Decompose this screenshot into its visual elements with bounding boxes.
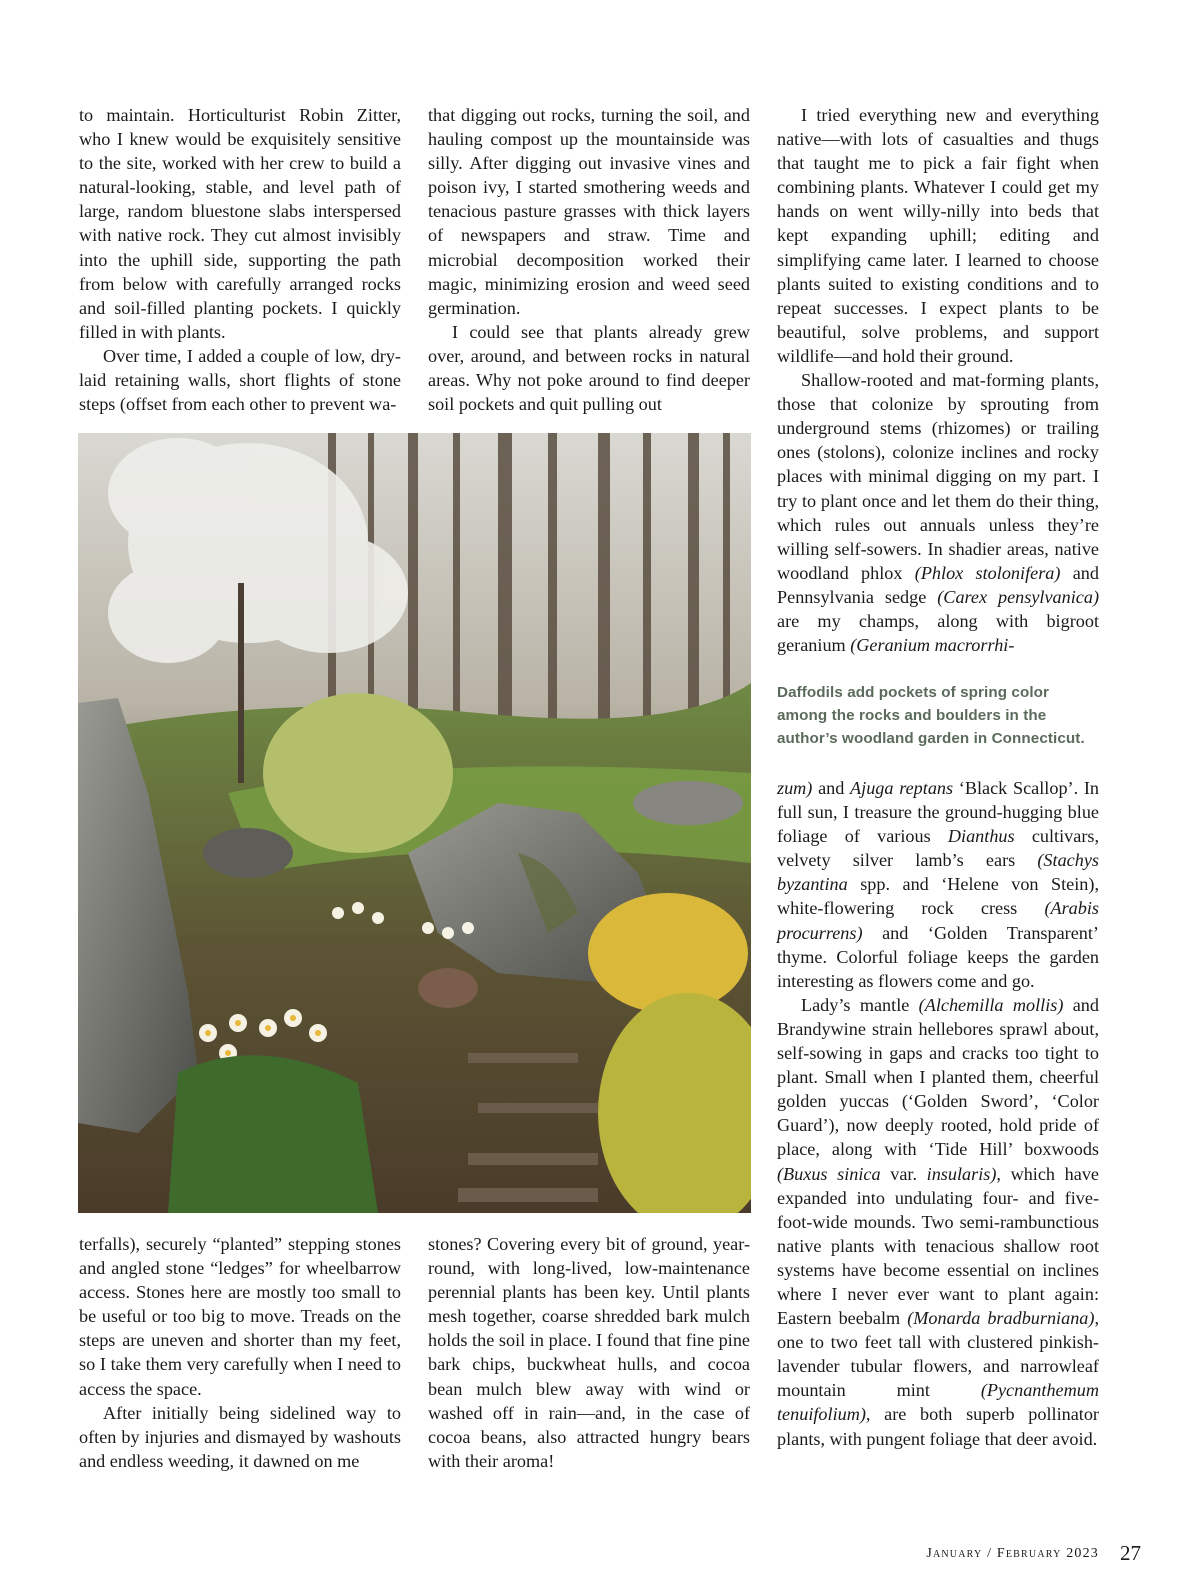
- paragraph: After initially being sidelined way to often by injuries and dismayed by washouts and endless weeding, it dawned on me: [79, 1402, 401, 1471]
- paragraph: I tried everything new and everything native—with lots of casualties and thugs that taught me to pick a fair fight when combining plants. Whatever I could get my hands on went willy-nilly into beds that kept expanding uphill; editing and simplifying came later. I learned to choose plants suited to existing conditions and to repeat successes. I expect plants to be beautiful, solve problems, and support wildlife—and hold their ground.: [777, 105, 1099, 366]
- paragraph: Shallow-rooted and mat-forming plants, those that colonize by sprouting from underground stems (rhizomes) or trailing ones (stolons), colonize inclines and rocky places with minimal digging on my part. I try to plant once and let them do their thing, which rules out annuals unless they’re willing self-sowers. In shadier areas, native woodland phlox (Phlox stolonifera) and Pennsylvania sedge (Carex pensylvanica) are my champs, along with bigroot geranium (Geranium macrorrhi-: [777, 370, 1099, 656]
- column-3-bottom: [777, 776, 1099, 1451]
- paragraph: stones? Covering every bit of ground, year-round, with long-lived, low-maintenance perennial plants has been key. Until plants mesh together, coarse shredded bark mulch holds the soil in place. I found that fine pine bark chips, buckwheat hulls, and cocoa bean mulch blew away with wind or washed off in rain—and, in the case of cocoa beans, also attracted hungry bears with their aroma!: [428, 1234, 750, 1471]
- paragraph: I could see that plants already grew over, around, and between rocks in natural areas. Why not poke around to find deeper soil pockets and quit pulling out: [428, 321, 750, 415]
- paragraph: terfalls), securely “planted” stepping stones and angled stone “ledges” for wheelbarrow access. Stones here are mostly too small to be useful or too big to move. Treads on the steps are uneven and shorter than my feet, so I take them very carefully when I need to access the space.: [79, 1234, 401, 1399]
- column-3-top: [777, 103, 1099, 657]
- garden-photo: [78, 433, 751, 1213]
- column-1-top: [79, 103, 401, 416]
- paragraph: Over time, I added a couple of low, dry-laid retaining walls, short flights of stone steps (offset from each other to prevent wa-: [79, 345, 401, 415]
- column-2-bottom: [428, 1232, 750, 1473]
- paragraph: zum) and Ajuga reptans ‘Black Scallop’. In full sun, I treasure the ground-hugging blue foliage of various Dianthus cultivars, velvety silver lamb’s ears (Stachys byzantina spp. and ‘Helene von Stein), white-flowering rock cress (Arabis procurrens) and ‘Golden Transparent’ thyme. Colorful foliage keeps the garden interesting as flowers come and go.: [777, 778, 1099, 991]
- photo-caption: Daffodils add pockets of spring color among the rocks and boulders in the author’s woodland garden in Connecticut.: [777, 684, 1085, 747]
- paragraph: Lady’s mantle (Alchemilla mollis) and Brandywine strain hellebores sprawl about, self-sowing in gaps and cracks too tight to plant. Small when I planted them, cheerful golden yuccas (‘Golden Sword’, ‘Color Guard’), now deeply rooted, hold pride of place, along with ‘Tide Hill’ boxwoods (Buxus sinica var. insularis), which have expanded into undulating four- and five-foot-wide mounds. Two semi-rambunctious native plants with tenacious shallow root systems have become essential on inclines where I never ever want to plant again: Eastern beebalm (Monarda bradburniana), one to two feet tall with clustered pinkish-lavender tubular flowers, and narrowleaf mountain mint (Pycnanthemum tenuifolium), are both superb pollinator plants, with pungent foliage that deer avoid.: [777, 994, 1100, 1449]
- issue-date: January / February 2023: [926, 1546, 1099, 1561]
- page-number: 27: [1120, 1541, 1141, 1565]
- column-1-bottom: [79, 1232, 401, 1473]
- paragraph: that digging out rocks, turning the soil, and hauling compost up the mountainside was silly. After digging out invasive vines and poison ivy, I started smothering weeds and tenacious pasture grasses with thick layers of newspapers and straw. Time and microbial decomposition worked their magic, minimizing erosion and weed seed germination.: [428, 105, 750, 318]
- column-2-top: [428, 103, 750, 416]
- paragraph: to maintain. Horticulturist Robin Zitter, who I knew would be exquisitely sensitive to the site, worked with her crew to build a natural-looking, stable, and level path of large, random bluestone slabs interspersed with native rock. They cut almost invisibly into the uphill side, supporting the path from below with carefully arranged rocks and soil-filled planting pockets. I quickly filled in with plants.: [79, 105, 401, 342]
